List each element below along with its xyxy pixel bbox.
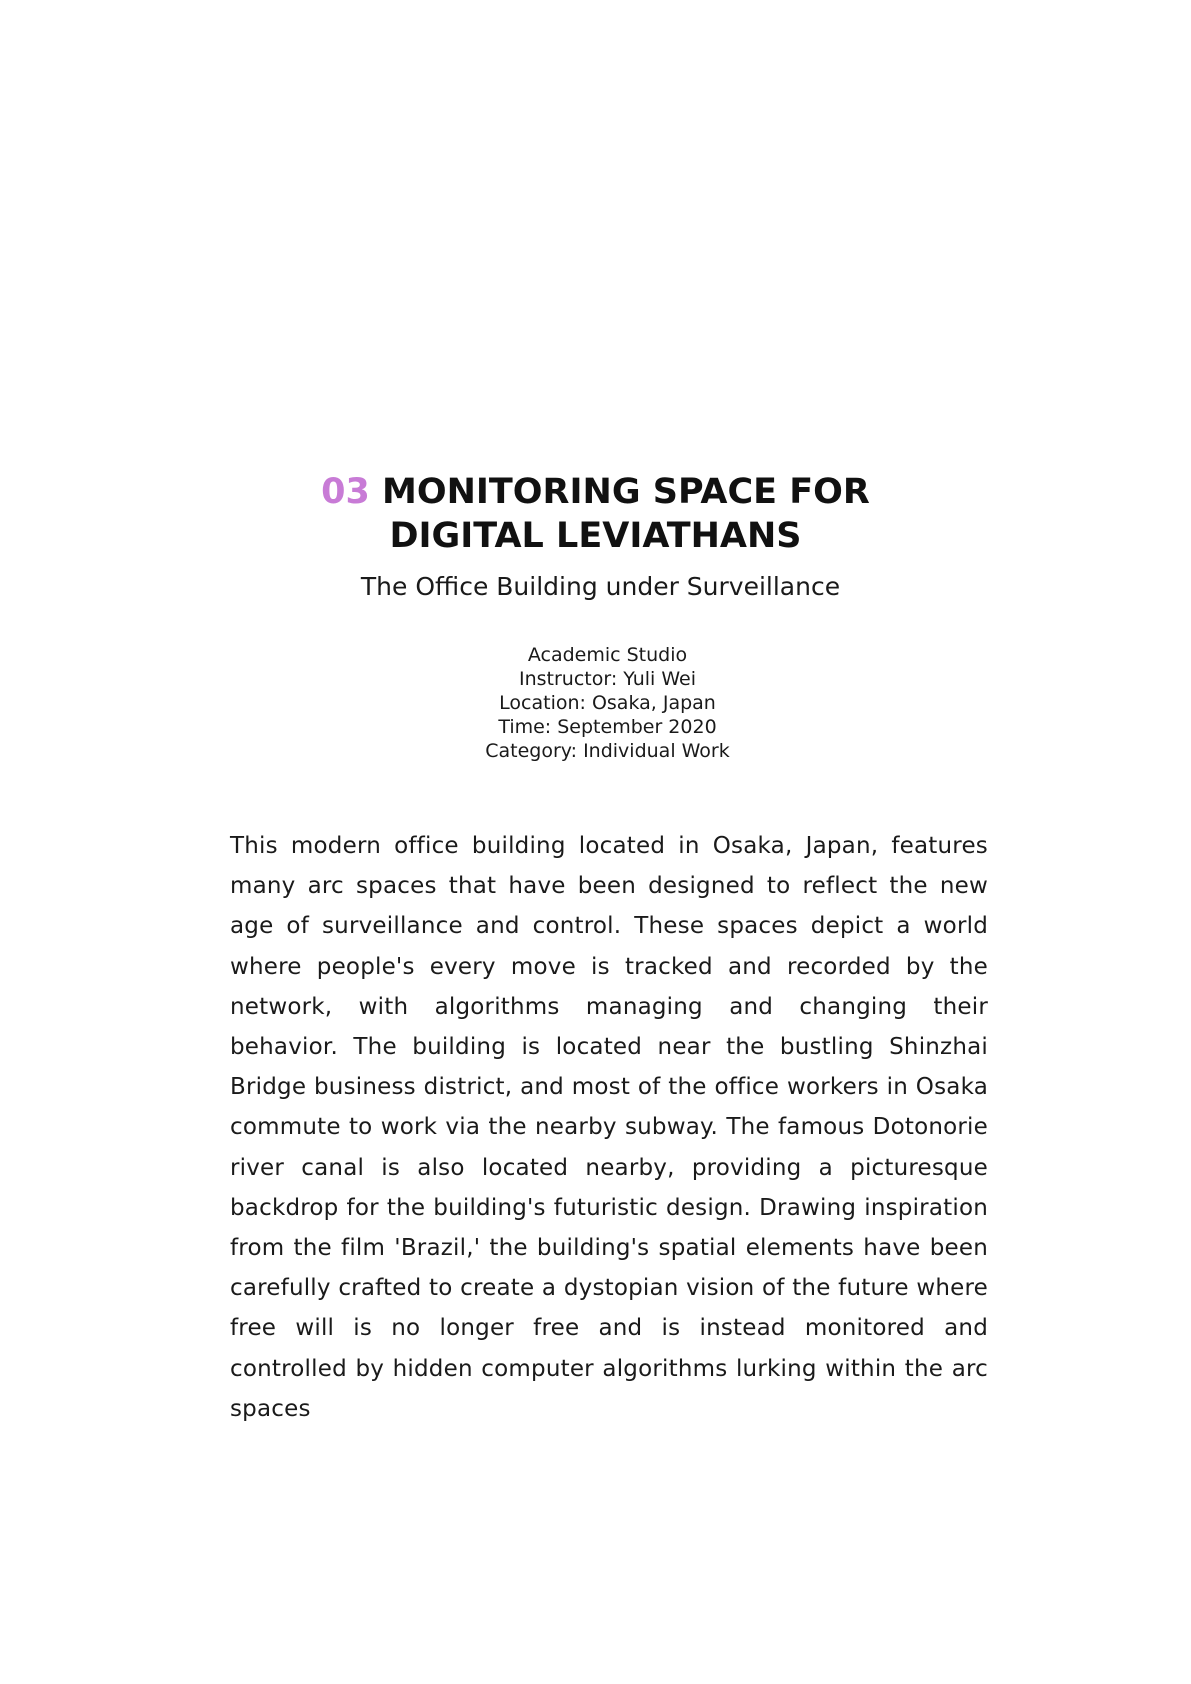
page-title [0, 470, 1191, 558]
project-number: 03 [321, 472, 370, 512]
meta-studio: Academic Studio [527, 644, 688, 666]
meta-time: Time: September 2020 [498, 716, 717, 738]
meta-category: Category: Individual Work [485, 740, 730, 762]
description-paragraph: This modern office building located in Osaka, Japan, features many arc spaces that have been designed to reflect the new age of surveillance and control. These spaces depict a world where people's every move is tracked and recorded by the network, with algorithms managing and changing their behavior. The building is located near the bustling Shinzhai Bridge business district, and most of the office workers in Osaka commute to work via the nearby subway. The famous Dotonorie river canal is also located nearby, providing a picturesque backdrop for the building's futuristic design. Drawing inspiration from the film 'Brazil,' the building's spatial elements have been carefully crafted to create a dystopian vision of the future where free will is no longer free and is instead monitored and controlled by hidden computer algorithms lurking within the arc spaces [230, 833, 988, 1422]
meta-instructor: Instructor: Yuli Wei [519, 668, 696, 690]
title-line-1: MONITORING SPACE FOR [382, 472, 870, 512]
title-block [0, 470, 1191, 558]
title-line-2: DIGITAL LEVIATHANS [389, 516, 802, 556]
meta-location: Location: Osaka, Japan [499, 692, 716, 714]
page-subtitle: The Office Building under Surveillance [360, 572, 841, 601]
project-meta [0, 643, 1191, 763]
